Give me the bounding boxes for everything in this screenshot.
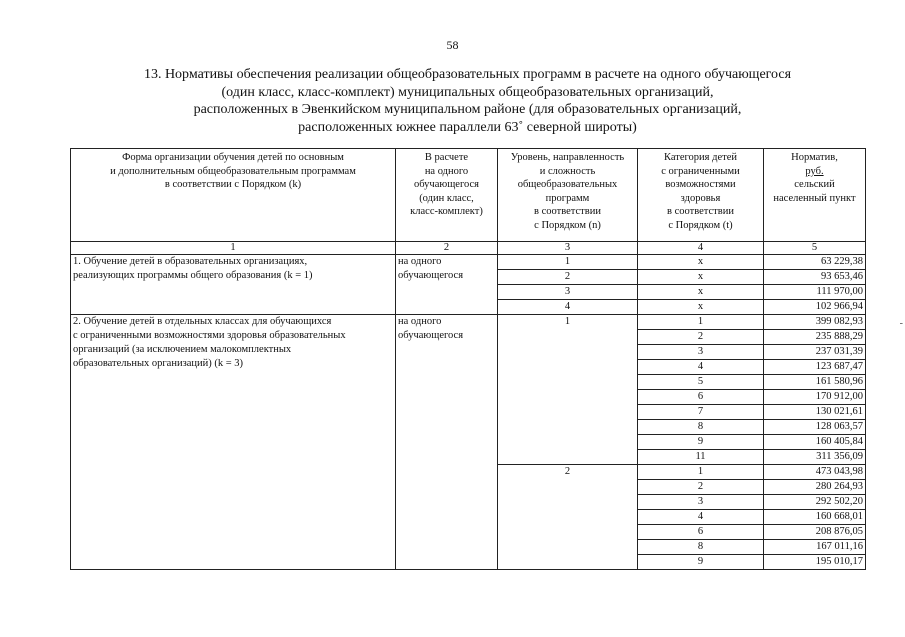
normative-value: 167 011,16 (764, 540, 866, 555)
normative-value: 170 912,00 (764, 390, 866, 405)
category-cell: 5 (638, 375, 764, 390)
category-cell: 9 (638, 555, 764, 570)
category-cell: 2 (638, 480, 764, 495)
normative-value: 123 687,47 (764, 360, 866, 375)
section-description-line: организаций (за исключением малокомплектных (73, 344, 292, 355)
page-number: 58 (446, 38, 459, 52)
category-cell: 4 (638, 360, 764, 375)
section-description (71, 255, 396, 315)
column-number: 3 (498, 242, 638, 255)
level-cell: 3 (498, 285, 638, 300)
column-number-row (71, 242, 866, 255)
normative-value: 160 405,84 (764, 435, 866, 450)
header-normative: Норматив, руб. сельский населенный пункт (764, 149, 866, 242)
category-cell: 6 (638, 390, 764, 405)
normative-value: 235 888,29 (764, 330, 866, 345)
level-cell: 1 (498, 255, 638, 270)
normative-value: 399 082,93 (764, 315, 866, 330)
normative-value: 280 264,93 (764, 480, 866, 495)
title-line: расположенных в Эвенкийском муниципальном районе (для образовательных организаций, (193, 102, 742, 117)
category-cell: 11 (638, 450, 764, 465)
category-cell: x (638, 300, 764, 315)
level-cell: 1 (498, 315, 638, 465)
category-cell: 9 (638, 435, 764, 450)
category-cell: 4 (638, 510, 764, 525)
column-number: 4 (638, 242, 764, 255)
normative-value: 161 580,96 (764, 375, 866, 390)
table-row (71, 315, 866, 330)
header-form: Форма организации обучения детей по основным и дополнительным общеобразовательным программам в соответствии с Порядком (k) (71, 149, 396, 242)
category-cell: 8 (638, 540, 764, 555)
normative-value: 292 502,20 (764, 495, 866, 510)
category-cell: x (638, 255, 764, 270)
header-row (71, 149, 866, 242)
column-number: 5 (764, 242, 866, 255)
normative-value: 102 966,94 (764, 300, 866, 315)
normative-value: 111 970,00 (764, 285, 866, 300)
title-line: (один класс, класс-комплект) муниципальных общеобразовательных организаций, (221, 84, 714, 100)
section-description-line: 1. Обучение детей в образовательных организациях, (73, 256, 308, 267)
normative-value: 195 010,17 (764, 555, 866, 570)
column-number: 2 (396, 242, 498, 255)
category-cell: 3 (638, 345, 764, 360)
title-line: расположенных южнее параллели 63˚ северной широты) (298, 119, 637, 135)
section-description-line: 2. Обучение детей в отдельных классах для обучающихся (73, 316, 332, 327)
normative-value: 93 653,46 (764, 270, 866, 285)
category-cell: 7 (638, 405, 764, 420)
per-student-cell-line: обучающегося (398, 330, 464, 341)
document-title (70, 66, 865, 136)
normative-value: 63 229,38 (764, 255, 866, 270)
section-description-line: реализующих программы общего образования (k = 1) (73, 270, 313, 281)
level-cell: 2 (498, 270, 638, 285)
category-cell: 6 (638, 525, 764, 540)
normative-value: 237 031,39 (764, 345, 866, 360)
table-row (71, 255, 866, 270)
header-category: Категория детей с ограниченными возможностями здоровья в соответствии с Порядком (t) (638, 149, 764, 242)
normative-value: 160 668,01 (764, 510, 866, 525)
per-student-cell (396, 255, 498, 315)
level-cell: 4 (498, 300, 638, 315)
header-per-student: В расчете на одного обучающегося (один класс, класс-комплект) (396, 149, 498, 242)
header-level: Уровень, направленность и сложность общеобразовательных программ в соответствии с Порядком (n) (498, 149, 638, 242)
category-cell: 3 (638, 495, 764, 510)
table-body (71, 242, 866, 570)
category-cell: 2 (638, 330, 764, 345)
section-description-line: с ограниченными возможностями здоровья образовательных (73, 330, 346, 341)
margin-mark: - (899, 318, 903, 329)
category-cell: x (638, 270, 764, 285)
normative-value: 128 063,57 (764, 420, 866, 435)
category-cell: 1 (638, 465, 764, 480)
normative-value: 130 021,61 (764, 405, 866, 420)
category-cell: 1 (638, 315, 764, 330)
level-cell: 2 (498, 465, 638, 570)
per-student-cell-line: на одного (398, 316, 442, 327)
category-cell: 8 (638, 420, 764, 435)
per-student-cell-line: на одного (398, 256, 442, 267)
per-student-cell (396, 315, 498, 570)
normative-value: 208 876,05 (764, 525, 866, 540)
title-line: 13. Нормативы обеспечения реализации общеобразовательных программ в расчете на одного обучающегося (143, 67, 792, 82)
section-description-line: образовательных организаций) (k = 3) (73, 358, 244, 369)
category-cell: x (638, 285, 764, 300)
per-student-cell-line: обучающегося (398, 270, 464, 281)
normative-value: 473 043,98 (764, 465, 866, 480)
normatives-table (70, 148, 866, 570)
normative-value: 311 356,09 (764, 450, 866, 465)
section-description (71, 315, 396, 570)
column-number: 1 (71, 242, 396, 255)
